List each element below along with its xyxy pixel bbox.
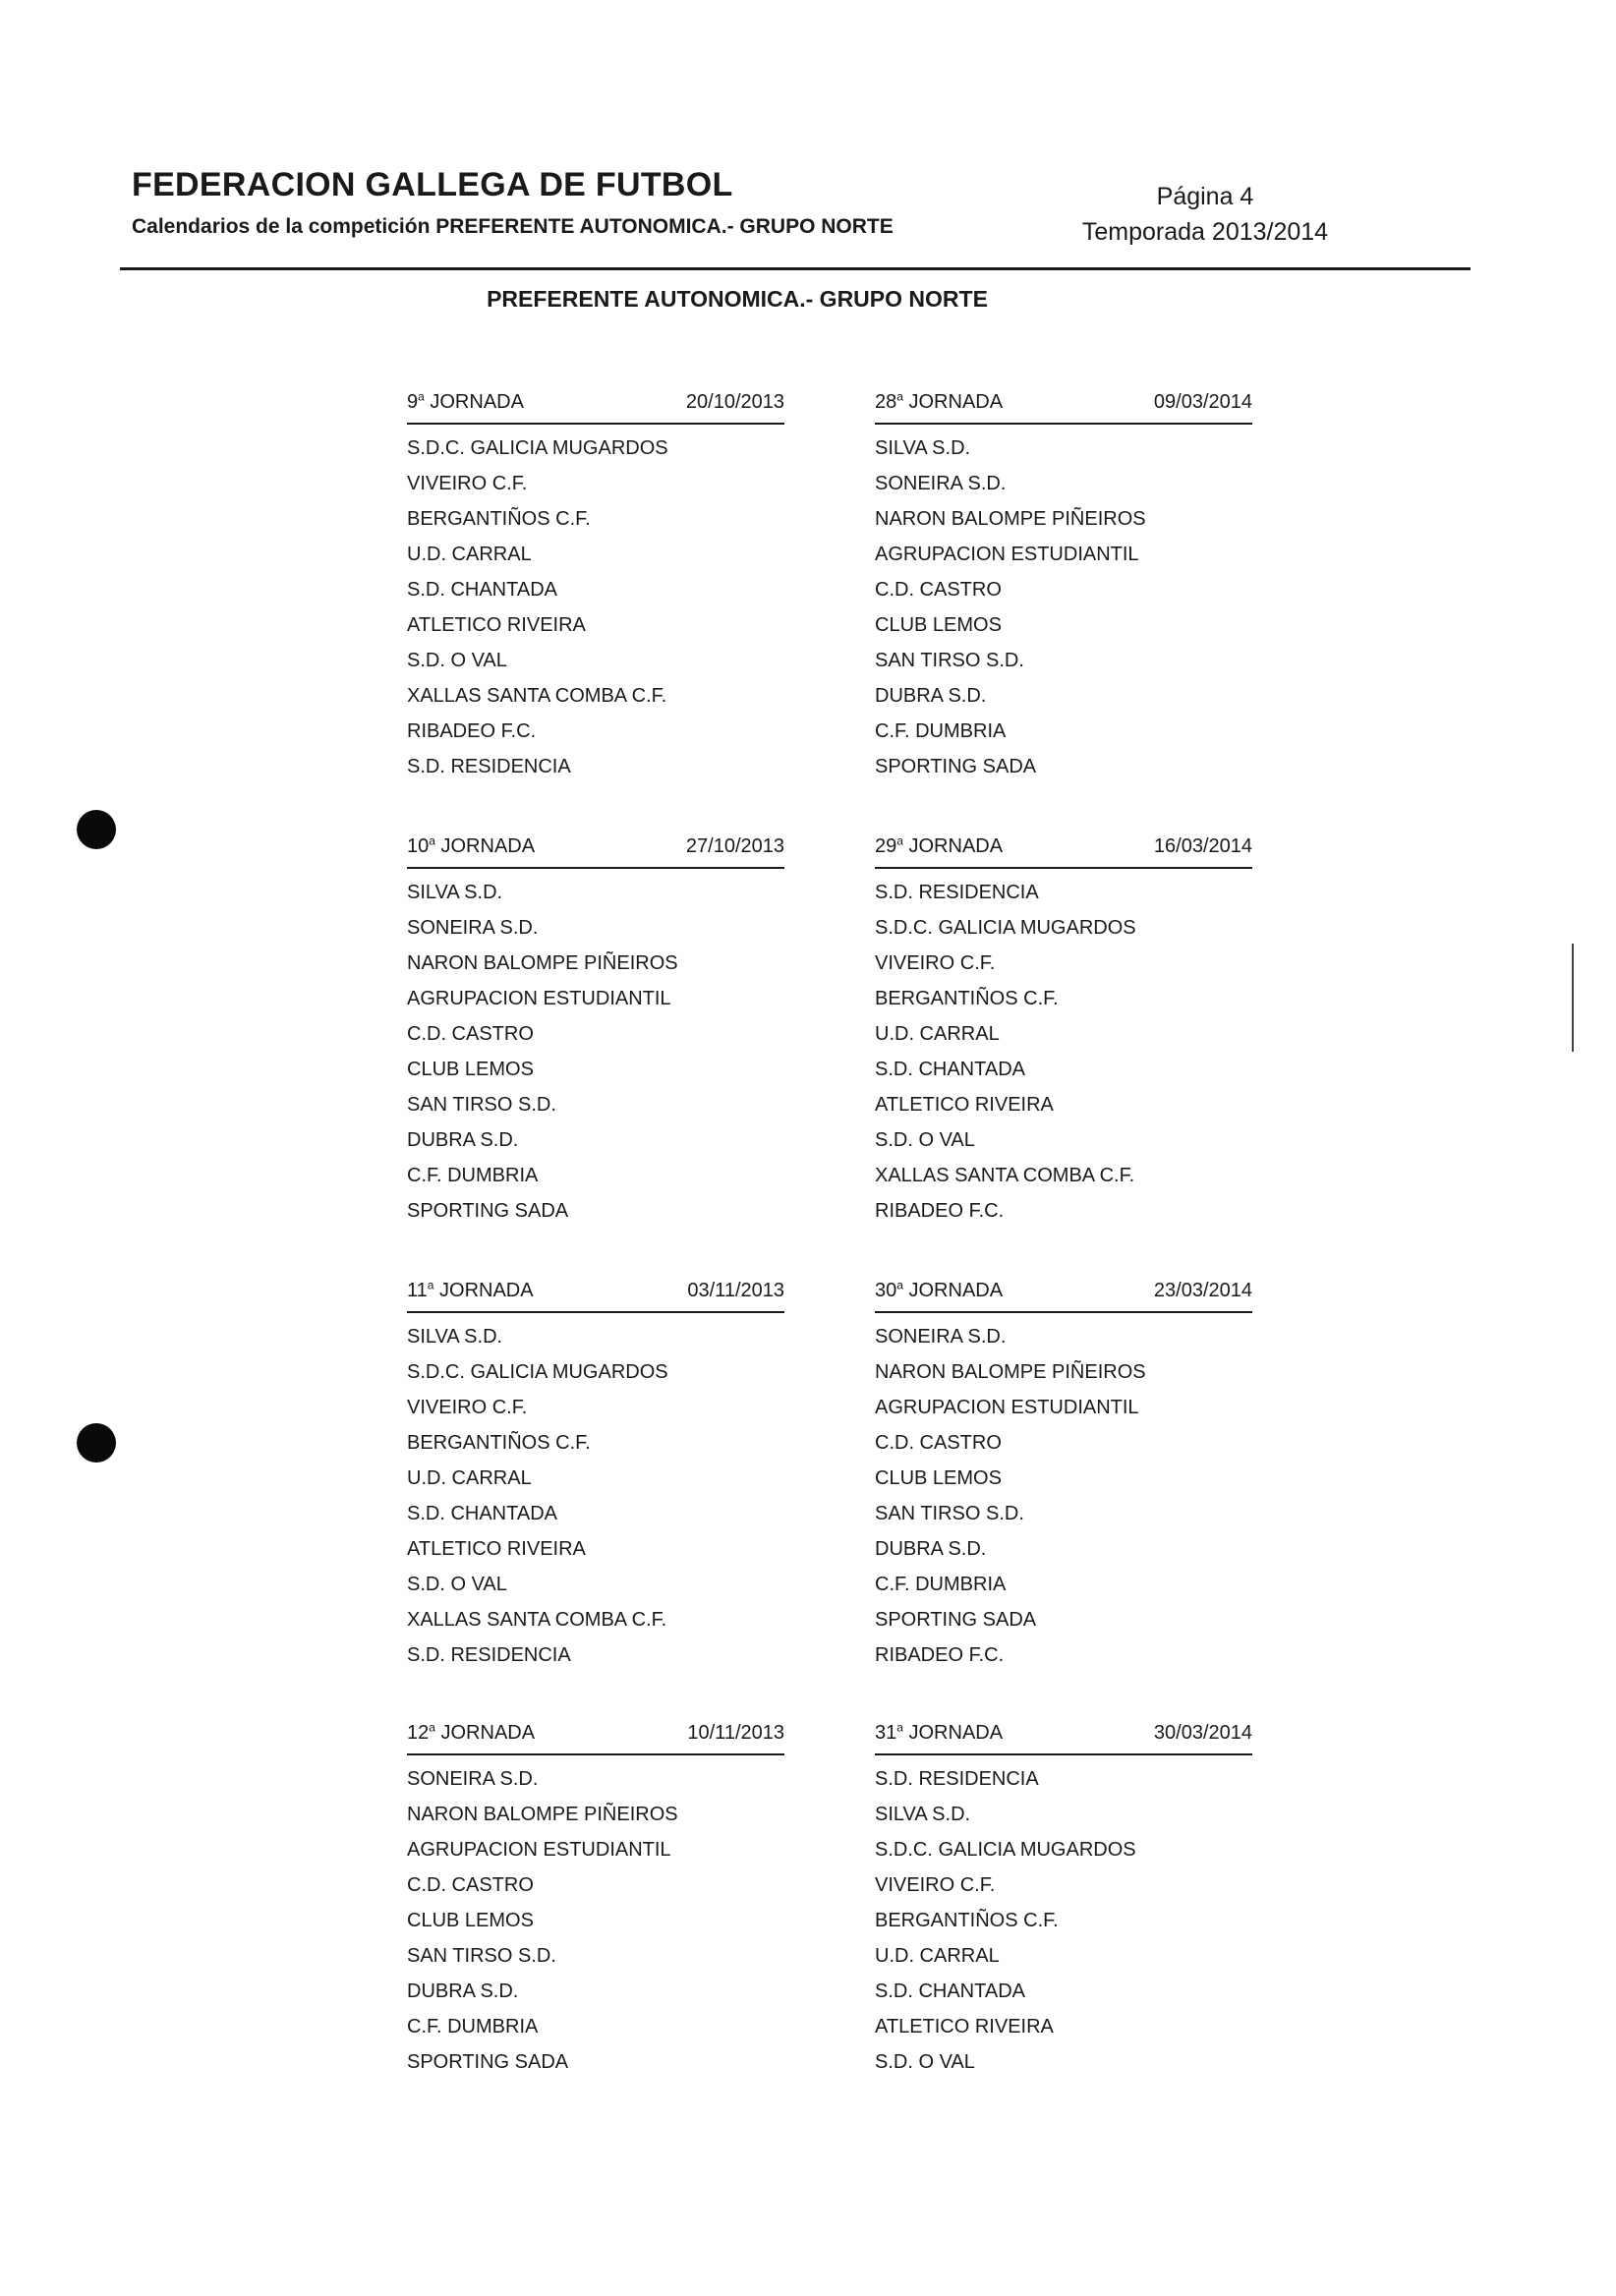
team-name: XALLAS SANTA COMBA C.F.	[407, 1609, 667, 1631]
team-name: S.D.C. GALICIA MUGARDOS	[875, 917, 1136, 939]
round-label: JORNADA	[908, 391, 1004, 413]
round-block	[875, 387, 1252, 784]
round-name	[407, 1276, 534, 1305]
round-date: 16/03/2014	[1153, 835, 1252, 857]
round-number: 11	[407, 1280, 428, 1301]
team-name: C.F. DUMBRIA	[875, 720, 1007, 742]
round-block	[407, 832, 784, 1229]
round-number: 31	[875, 1722, 897, 1744]
round-ordinal: a	[429, 1720, 435, 1735]
team-name: SILVA S.D.	[407, 882, 503, 903]
round-header	[407, 1718, 784, 1751]
team-name: S.D. RESIDENCIA	[407, 756, 571, 777]
round-header	[407, 832, 784, 865]
team-name: ATLETICO RIVEIRA	[875, 2016, 1054, 2038]
round-date: 23/03/2014	[1153, 1280, 1252, 1301]
team-name: SILVA S.D.	[875, 1804, 971, 1825]
team-name: C.F. DUMBRIA	[407, 1165, 539, 1186]
team-name: SPORTING SADA	[875, 1609, 1037, 1631]
round-date: 20/10/2013	[685, 391, 784, 413]
scan-mark	[1572, 944, 1574, 1052]
round-block	[875, 1276, 1252, 1673]
team-name: SONEIRA S.D.	[875, 473, 1007, 494]
team-name: NARON BALOMPE PIÑEIROS	[407, 952, 678, 974]
round-ordinal: a	[418, 389, 425, 404]
round-ordinal: a	[429, 833, 435, 848]
round-block	[407, 1276, 784, 1673]
team-name: S.D. RESIDENCIA	[875, 1768, 1039, 1790]
team-name: RIBADEO F.C.	[875, 1644, 1005, 1666]
round-header	[875, 832, 1252, 865]
round-number: 9	[407, 391, 419, 413]
section-title: PREFERENTE AUTONOMICA.- GRUPO NORTE	[487, 286, 988, 312]
team-name: S.D. O VAL	[407, 650, 507, 671]
round-number: 28	[875, 391, 897, 413]
team-name: ATLETICO RIVEIRA	[407, 1538, 586, 1560]
season: Temporada 2013/2014	[1081, 218, 1329, 246]
page-number: Página 4	[1156, 183, 1254, 210]
team-name: C.F. DUMBRIA	[407, 2016, 539, 2038]
team-name: AGRUPACION ESTUDIANTIL	[875, 1397, 1139, 1418]
round-label: JORNADA	[908, 1280, 1004, 1301]
team-name: VIVEIRO C.F.	[407, 473, 528, 494]
punch-hole-bottom	[77, 1423, 116, 1463]
team-name: RIBADEO F.C.	[407, 720, 537, 742]
round-label: JORNADA	[430, 391, 524, 413]
team-name: U.D. CARRAL	[875, 1023, 1000, 1045]
team-name: C.D. CASTRO	[875, 579, 1002, 601]
team-name: SONEIRA S.D.	[407, 917, 539, 939]
team-name: S.D. RESIDENCIA	[875, 882, 1039, 903]
team-name: CLUB LEMOS	[407, 1059, 534, 1080]
round-block	[407, 1718, 784, 2080]
team-name: AGRUPACION ESTUDIANTIL	[407, 988, 671, 1009]
team-name: S.D. CHANTADA	[407, 1503, 557, 1524]
round-label: JORNADA	[440, 1722, 536, 1744]
team-name: BERGANTIÑOS C.F.	[407, 1432, 591, 1454]
team-name: CLUB LEMOS	[875, 614, 1002, 636]
team-name: SILVA S.D.	[407, 1326, 503, 1348]
team-name: NARON BALOMPE PIÑEIROS	[407, 1804, 678, 1825]
round-divider	[407, 867, 784, 869]
document-header	[132, 165, 894, 242]
round-header	[875, 1718, 1252, 1751]
team-name: SAN TIRSO S.D.	[407, 1945, 556, 1967]
team-name: S.D. CHANTADA	[407, 579, 557, 601]
round-label: JORNADA	[440, 835, 536, 857]
round-divider	[407, 1753, 784, 1755]
team-name: BERGANTIÑOS C.F.	[407, 508, 591, 530]
punch-hole-top	[77, 810, 116, 849]
team-name: VIVEIRO C.F.	[875, 952, 996, 974]
round-date: 10/11/2013	[687, 1722, 784, 1744]
round-block	[875, 1718, 1252, 2080]
round-label: JORNADA	[908, 1722, 1004, 1744]
team-name: DUBRA S.D.	[407, 1980, 519, 2002]
round-number: 10	[407, 835, 430, 857]
team-name: SILVA S.D.	[875, 437, 971, 459]
round-number: 12	[407, 1722, 430, 1744]
round-header	[407, 1276, 784, 1309]
team-name: S.D.C. GALICIA MUGARDOS	[875, 1839, 1136, 1861]
team-name: S.D.C. GALICIA MUGARDOS	[407, 1361, 668, 1383]
round-divider	[407, 1311, 784, 1313]
team-name: ATLETICO RIVEIRA	[875, 1094, 1054, 1116]
team-name: CLUB LEMOS	[875, 1467, 1002, 1489]
team-name: U.D. CARRAL	[407, 1467, 532, 1489]
team-name: SAN TIRSO S.D.	[875, 1503, 1024, 1524]
team-name: VIVEIRO C.F.	[407, 1397, 528, 1418]
team-name: SPORTING SADA	[875, 756, 1037, 777]
team-name: SONEIRA S.D.	[875, 1326, 1007, 1348]
team-name: SPORTING SADA	[407, 2051, 569, 2073]
team-name: C.D. CASTRO	[875, 1432, 1002, 1454]
competition-subtitle: Calendarios de la competición PREFERENTE AUTONOMICA.- GRUPO NORTE	[132, 215, 894, 238]
round-ordinal: a	[427, 1278, 434, 1292]
team-name: RIBADEO F.C.	[875, 1200, 1005, 1222]
team-name: BERGANTIÑOS C.F.	[875, 1910, 1059, 1931]
team-name: U.D. CARRAL	[407, 544, 532, 565]
team-name: S.D. O VAL	[875, 2051, 975, 2073]
page-info	[1077, 181, 1333, 248]
team-name: ATLETICO RIVEIRA	[407, 614, 586, 636]
team-name: SAN TIRSO S.D.	[407, 1094, 556, 1116]
team-name: SPORTING SADA	[407, 1200, 569, 1222]
round-name	[875, 832, 1003, 861]
team-name: CLUB LEMOS	[407, 1910, 534, 1931]
team-name: SAN TIRSO S.D.	[875, 650, 1024, 671]
team-name: BERGANTIÑOS C.F.	[875, 988, 1059, 1009]
round-divider	[407, 423, 784, 425]
round-divider	[875, 1753, 1252, 1755]
team-name: DUBRA S.D.	[407, 1129, 519, 1151]
team-name: S.D.C. GALICIA MUGARDOS	[407, 437, 668, 459]
round-name	[407, 387, 524, 417]
round-number: 30	[875, 1280, 897, 1301]
round-divider	[875, 1311, 1252, 1313]
team-name: U.D. CARRAL	[875, 1945, 1000, 1967]
round-name	[407, 832, 535, 861]
round-header	[875, 1276, 1252, 1309]
round-header	[875, 387, 1252, 421]
team-name: DUBRA S.D.	[875, 1538, 987, 1560]
round-date: 03/11/2013	[687, 1280, 784, 1301]
team-name: S.D. RESIDENCIA	[407, 1644, 571, 1666]
team-name: DUBRA S.D.	[875, 685, 987, 707]
round-ordinal: a	[896, 1278, 903, 1292]
team-name: AGRUPACION ESTUDIANTIL	[407, 1839, 671, 1861]
round-divider	[875, 867, 1252, 869]
round-date: 09/03/2014	[1153, 391, 1252, 413]
header-divider	[120, 267, 1471, 270]
round-block	[875, 832, 1252, 1229]
team-name: C.D. CASTRO	[407, 1023, 534, 1045]
team-name: S.D. CHANTADA	[875, 1059, 1025, 1080]
team-name: C.F. DUMBRIA	[875, 1574, 1007, 1595]
federation-title: FEDERACION GALLEGA DE FUTBOL	[132, 166, 733, 203]
round-number: 29	[875, 835, 897, 857]
round-block	[407, 387, 784, 784]
team-name: NARON BALOMPE PIÑEIROS	[875, 1361, 1146, 1383]
team-name: AGRUPACION ESTUDIANTIL	[875, 544, 1139, 565]
round-header	[407, 387, 784, 421]
team-name: NARON BALOMPE PIÑEIROS	[875, 508, 1146, 530]
round-name	[407, 1718, 535, 1748]
round-date: 27/10/2013	[685, 835, 784, 857]
round-label: JORNADA	[439, 1280, 534, 1301]
team-name: SONEIRA S.D.	[407, 1768, 539, 1790]
team-name: S.D. CHANTADA	[875, 1980, 1025, 2002]
round-label: JORNADA	[908, 835, 1004, 857]
round-date: 30/03/2014	[1153, 1722, 1252, 1744]
team-name: XALLAS SANTA COMBA C.F.	[875, 1165, 1135, 1186]
team-name: C.D. CASTRO	[407, 1874, 534, 1896]
round-ordinal: a	[896, 833, 903, 848]
team-name: XALLAS SANTA COMBA C.F.	[407, 685, 667, 707]
team-name: S.D. O VAL	[875, 1129, 975, 1151]
team-name: S.D. O VAL	[407, 1574, 507, 1595]
round-ordinal: a	[896, 389, 903, 404]
round-name	[875, 387, 1003, 417]
round-ordinal: a	[896, 1720, 903, 1735]
round-divider	[875, 423, 1252, 425]
team-name: VIVEIRO C.F.	[875, 1874, 996, 1896]
round-name	[875, 1276, 1003, 1305]
round-name	[875, 1718, 1003, 1748]
